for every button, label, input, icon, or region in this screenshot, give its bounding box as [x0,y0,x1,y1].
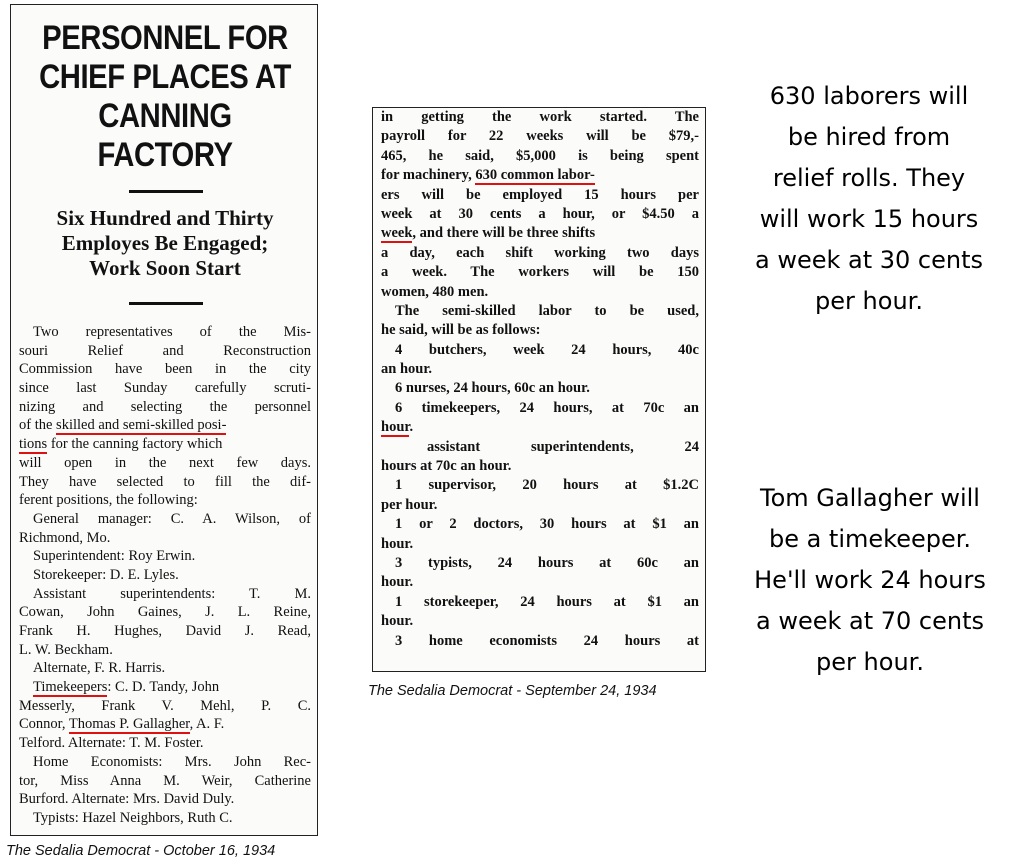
article-line: he said, will be as follows: [381,322,541,339]
headline-line: CHIEF PLACES AT [39,58,291,96]
note-laborers [724,76,1014,322]
caption-october: The Sedalia Democrat - October 16, 1934 [6,843,276,859]
note-line: relief rolls. They [772,164,966,192]
article-line: General manager: C. A. Wilson, of [33,510,311,527]
article-line: Richmond, Mo. [19,529,111,546]
clipping-september [372,107,706,672]
underlined-phrase: week [381,225,413,242]
article-body [19,323,311,828]
article-line: per hour. [381,496,438,513]
article-line: The semi-skilled labor to be used, [395,302,699,319]
divider-rule [129,302,203,305]
headline-line: CANNING FACTORY [97,97,233,174]
article-line: Home Economists: Mrs. John Rec- [33,753,311,770]
article-line: Two representatives of the Mis- [33,324,311,340]
subhead-line: Work Soon Start [89,256,241,280]
clipping-october [10,4,318,836]
article-line: in getting the work started. The [381,109,699,125]
note-line: will work 15 hours [759,205,979,233]
article-line [19,715,311,734]
article-line [381,418,699,437]
note-line: Tom Gallagher will [760,484,980,512]
article-line: Burford. Alternate: Mrs. David Duly. [19,791,235,808]
article-line: Messerly, Frank V. Mehl, P. C. [19,697,311,714]
article-line: ferent positions, the following: [19,492,198,509]
article-line: 1 supervisor, 20 hours at $1.2C [395,477,699,494]
underlined-phrase: Thomas P. Gallagher [68,716,190,733]
subhead-line: Six Hundred and Thirty [56,206,274,230]
article-line: 3 home economists 24 hours at [395,632,699,649]
article-line: Alternate, F. R. Harris. [33,660,166,677]
article-line: Storekeeper: D. E. Lyles. [33,566,179,583]
note-line: per hour. [816,648,924,676]
article-line: souri Relief and Reconstruction [19,342,311,359]
text-run: Connor, [19,716,69,733]
note-line: per hour. [815,287,923,315]
article-line: 4 butchers, week 24 hours, 40c [395,341,699,358]
article-line: hour. [381,535,414,552]
article-line: L. W. Beckham. [19,641,113,658]
article-line [381,224,699,243]
article-line: hours at 70c an hour. [381,458,512,475]
article-line: nizing and selecting the personnel [19,398,311,415]
text-run: for the canning factory which [47,436,223,453]
note-line: be hired from [787,123,951,151]
text-run: . [409,419,414,436]
article-line: a day, each shift working two days [381,244,699,261]
text-run: , A. F. [189,716,225,733]
underlined-phrase: tions [19,436,48,453]
divider-rule [129,190,203,193]
article-line: Frank H. Hughes, David J. Read, [19,623,311,639]
underlined-phrase: skilled and semi-skilled posi- [56,417,227,434]
article-line: 1 or 2 doctors, 30 hours at $1 an [395,516,699,533]
text-run: for machinery, [381,167,476,184]
article-line: assistant superintendents, 24 [427,438,699,455]
article-line: Telford. Alternate: T. M. Foster. [19,735,204,752]
note-line: be a timekeeper. [768,525,972,553]
article-line: hour. [381,574,414,591]
underlined-phrase: week at 30 cents a hour, or $4.50 a [381,205,699,224]
article-line: a week. The workers will be 150 [381,264,699,281]
underlined-phrase: ers will be employed 15 hours per [381,186,699,205]
article-body [381,108,699,651]
note-line: He'll work 24 hours [754,566,986,594]
article-line [381,399,699,418]
article-line: Typists: Hazel Neighbors, Ruth C. [33,809,233,826]
article-line: Superintendent: Roy Erwin. [33,548,196,565]
article-line: payroll for 22 weeks will be $79,- [381,128,699,145]
note-gallagher [722,478,1018,683]
article-line: 6 nurses, 24 hours, 60c an hour. [395,380,590,397]
article-line: hour. [381,613,414,630]
underlined-phrase: 630 common labor- [475,167,595,184]
article-line: women, 480 men. [381,283,489,300]
note-line: 630 laborers will [769,82,969,110]
article-line: tor, Miss Anna M. Weir, Catherine [19,772,311,789]
clipping-subhead [17,206,313,281]
article-line [381,166,699,185]
article-line: 1 storekeeper, 24 hours at $1 an [395,593,699,610]
underlined-phrase: Timekeepers [33,679,108,696]
article-line: an hour. [381,361,433,378]
text-run: : C. D. Tandy, John [107,679,220,696]
article-line: Assistant superintendents: T. M. [33,585,311,602]
clipping-headline [38,19,293,175]
article-line [381,186,699,205]
article-line: since last Sunday carefully scruti- [19,380,311,397]
article-line: Cowan, John Gaines, J. L. Reine, [19,604,311,621]
caption-september: The Sedalia Democrat - September 24, 1934 [368,683,657,699]
note-line: a week at 30 cents [754,246,984,274]
article-line [19,416,311,435]
text-run: of the [19,417,57,434]
article-line: 3 typists, 24 hours at 60c an [395,554,699,571]
underlined-phrase: hour [381,419,410,436]
note-line: a week at 70 cents [755,607,985,635]
headline-line: PERSONNEL FOR [42,19,288,57]
underlined-phrase: 6 timekeepers, 24 hours, at 70c an [395,399,699,418]
article-line: They have selected to fill the dif- [19,473,311,490]
subhead-line: Employes Be Engaged; [61,231,269,255]
article-line [381,205,699,224]
article-line: Commission have been in the city [19,361,311,378]
article-line [19,678,311,697]
article-line [19,435,311,454]
text-run: , and there will be three shifts [412,225,596,242]
article-line: 465, he said, $5,000 is being spent [381,147,699,164]
article-line: will open in the next few days. [19,454,311,471]
